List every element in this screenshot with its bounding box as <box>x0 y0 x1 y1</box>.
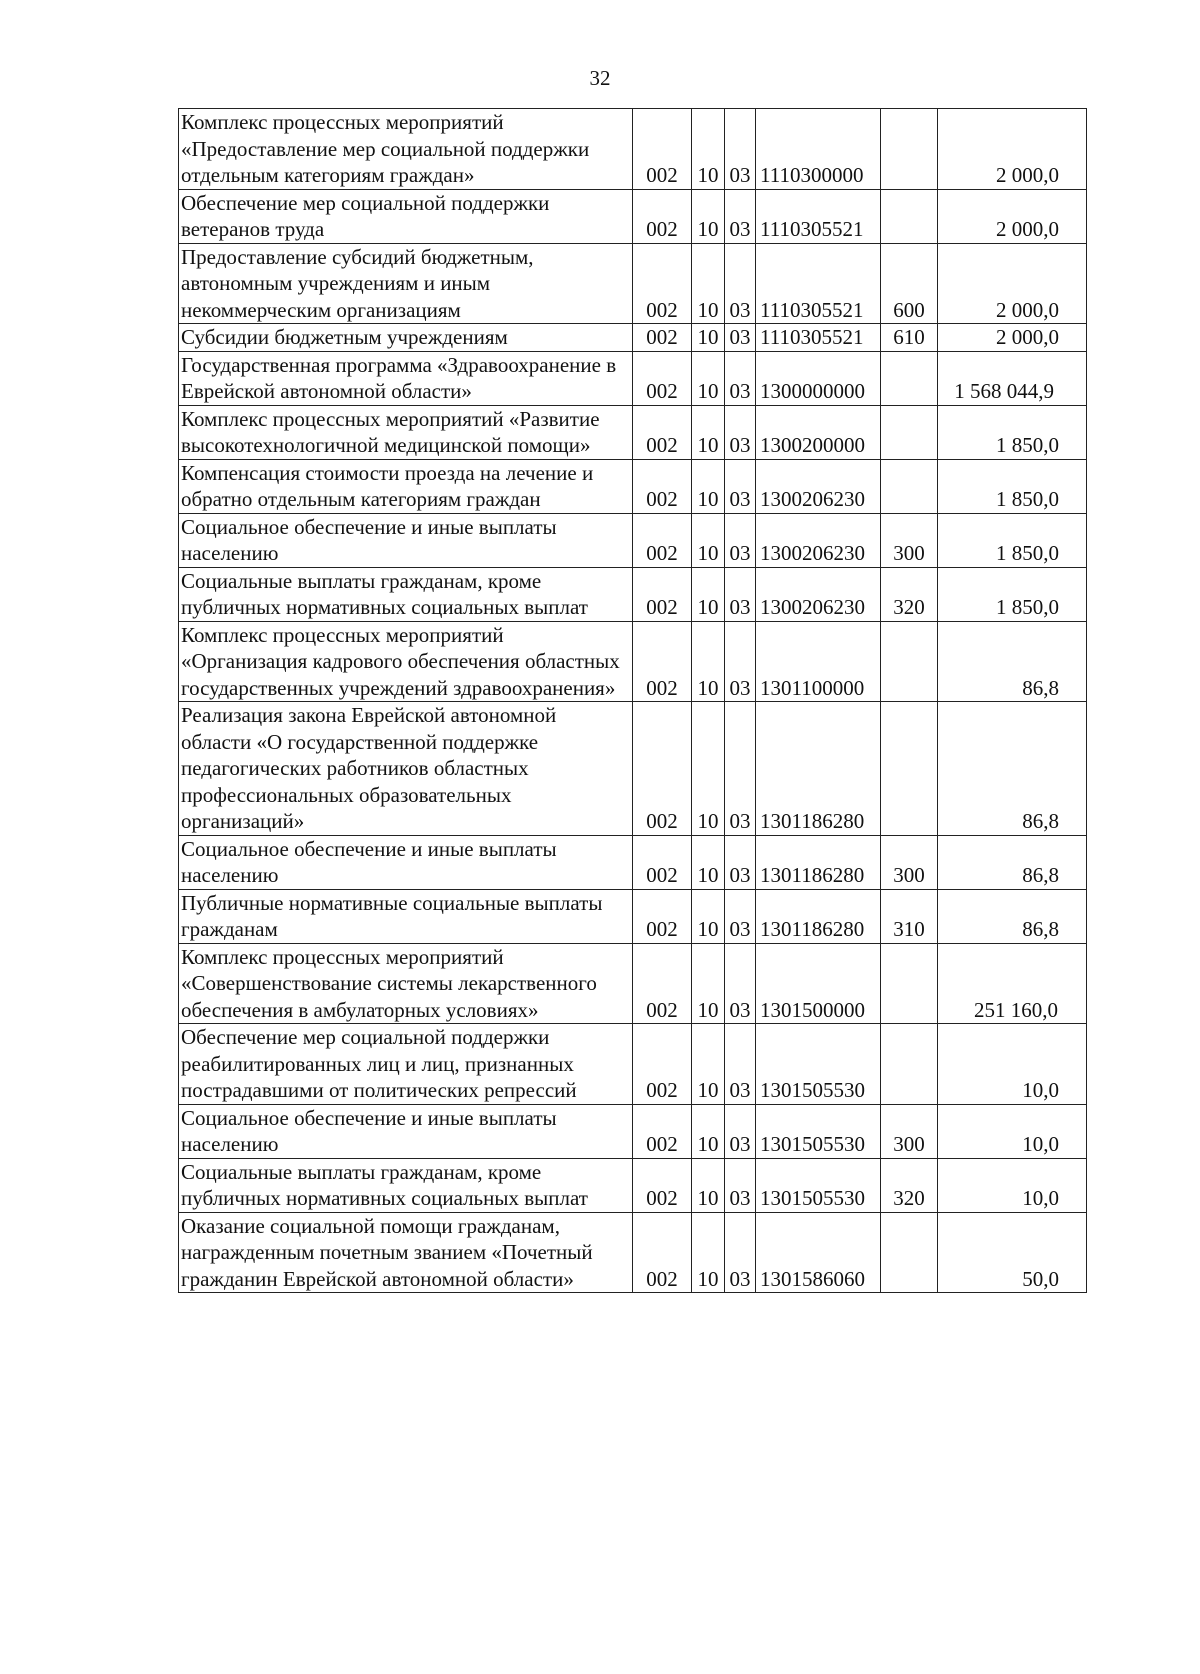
ministry-code: 002 <box>633 889 692 943</box>
table-row <box>179 1024 1087 1105</box>
amount: 2 000,0 <box>938 324 1087 352</box>
expense-type-code <box>881 405 938 459</box>
amount: 1 850,0 <box>938 459 1087 513</box>
target-article-code: 1301505530 <box>756 1024 881 1105</box>
expense-type-code <box>881 702 938 836</box>
row-name: Реализация закона Еврейской автономной области «О государственной поддержке педагогических работников областных профессиональных образовательных организаций» <box>179 702 633 836</box>
amount: 10,0 <box>938 1024 1087 1105</box>
ministry-code: 002 <box>633 351 692 405</box>
expense-type-code: 300 <box>881 835 938 889</box>
row-name: Публичные нормативные социальные выплаты гражданам <box>179 889 633 943</box>
subsection-code: 03 <box>725 109 756 190</box>
row-name: Комплекс процессных мероприятий «Организация кадрового обеспечения областных государственных учреждений здравоохранения» <box>179 621 633 702</box>
section-code: 10 <box>692 943 725 1024</box>
target-article-code: 1110305521 <box>756 189 881 243</box>
amount: 86,8 <box>938 889 1087 943</box>
target-article-code: 1300206230 <box>756 513 881 567</box>
subsection-code: 03 <box>725 324 756 352</box>
row-name: Государственная программа «Здравоохранение в Еврейской автономной области» <box>179 351 633 405</box>
amount: 251 160,0 <box>938 943 1087 1024</box>
expense-type-code <box>881 189 938 243</box>
amount: 1 850,0 <box>938 405 1087 459</box>
subsection-code: 03 <box>725 835 756 889</box>
target-article-code: 1301186280 <box>756 889 881 943</box>
section-code: 10 <box>692 109 725 190</box>
table-row <box>179 513 1087 567</box>
target-article-code: 1110300000 <box>756 109 881 190</box>
table-row <box>179 702 1087 836</box>
row-name: Предоставление субсидий бюджетным, автономным учреждениям и иным некоммерческим организациям <box>179 243 633 324</box>
target-article-code: 1301500000 <box>756 943 881 1024</box>
subsection-code: 03 <box>725 621 756 702</box>
target-article-code: 1300000000 <box>756 351 881 405</box>
expense-type-code <box>881 1212 938 1293</box>
amount: 2 000,0 <box>938 189 1087 243</box>
table-row <box>179 621 1087 702</box>
ministry-code: 002 <box>633 1104 692 1158</box>
subsection-code: 03 <box>725 243 756 324</box>
expense-type-code <box>881 109 938 190</box>
target-article-code: 1300206230 <box>756 567 881 621</box>
table-row <box>179 351 1087 405</box>
target-article-code: 1301186280 <box>756 835 881 889</box>
amount: 10,0 <box>938 1158 1087 1212</box>
ministry-code: 002 <box>633 567 692 621</box>
section-code: 10 <box>692 405 725 459</box>
expense-type-code: 320 <box>881 1158 938 1212</box>
target-article-code: 1110305521 <box>756 243 881 324</box>
section-code: 10 <box>692 621 725 702</box>
section-code: 10 <box>692 513 725 567</box>
row-name: Комплекс процессных мероприятий «Развитие высокотехнологичной медицинской помощи» <box>179 405 633 459</box>
amount: 50,0 <box>938 1212 1087 1293</box>
subsection-code: 03 <box>725 702 756 836</box>
table-row <box>179 835 1087 889</box>
table-row <box>179 1104 1087 1158</box>
ministry-code: 002 <box>633 835 692 889</box>
expense-type-code: 310 <box>881 889 938 943</box>
target-article-code: 1301186280 <box>756 702 881 836</box>
table-row <box>179 889 1087 943</box>
expense-type-code <box>881 351 938 405</box>
row-name: Социальное обеспечение и иные выплаты населению <box>179 835 633 889</box>
amount: 2 000,0 <box>938 243 1087 324</box>
row-name: Социальное обеспечение и иные выплаты населению <box>179 1104 633 1158</box>
row-name: Компенсация стоимости проезда на лечение и обратно отдельным категориям граждан <box>179 459 633 513</box>
subsection-code: 03 <box>725 1104 756 1158</box>
section-code: 10 <box>692 835 725 889</box>
row-name: Обеспечение мер социальной поддержки реабилитированных лиц и лиц, признанных пострадавшими от политических репрессий <box>179 1024 633 1105</box>
section-code: 10 <box>692 351 725 405</box>
table-body <box>179 109 1087 1293</box>
expense-type-code <box>881 459 938 513</box>
ministry-code: 002 <box>633 189 692 243</box>
table-row <box>179 405 1087 459</box>
section-code: 10 <box>692 702 725 836</box>
budget-table <box>178 108 1087 1293</box>
expense-type-code: 610 <box>881 324 938 352</box>
table-row <box>179 243 1087 324</box>
target-article-code: 1110305521 <box>756 324 881 352</box>
target-article-code: 1300206230 <box>756 459 881 513</box>
table-row <box>179 189 1087 243</box>
subsection-code: 03 <box>725 513 756 567</box>
ministry-code: 002 <box>633 1212 692 1293</box>
subsection-code: 03 <box>725 567 756 621</box>
subsection-code: 03 <box>725 1024 756 1105</box>
ministry-code: 002 <box>633 109 692 190</box>
page-number: 32 <box>589 66 611 90</box>
row-name: Субсидии бюджетным учреждениям <box>179 324 633 352</box>
target-article-code: 1300200000 <box>756 405 881 459</box>
row-name: Социальное обеспечение и иные выплаты населению <box>179 513 633 567</box>
amount: 2 000,0 <box>938 109 1087 190</box>
subsection-code: 03 <box>725 189 756 243</box>
section-code: 10 <box>692 1212 725 1293</box>
subsection-code: 03 <box>725 943 756 1024</box>
section-code: 10 <box>692 1158 725 1212</box>
section-code: 10 <box>692 459 725 513</box>
subsection-code: 03 <box>725 405 756 459</box>
ministry-code: 002 <box>633 513 692 567</box>
ministry-code: 002 <box>633 324 692 352</box>
table-row <box>179 109 1087 190</box>
amount: 10,0 <box>938 1104 1087 1158</box>
expense-type-code: 600 <box>881 243 938 324</box>
row-name: Комплекс процессных мероприятий «Совершенствование системы лекарственного обеспечения в амбулаторных условиях» <box>179 943 633 1024</box>
row-name: Социальные выплаты гражданам, кроме публичных нормативных социальных выплат <box>179 567 633 621</box>
subsection-code: 03 <box>725 351 756 405</box>
section-code: 10 <box>692 324 725 352</box>
row-name: Обеспечение мер социальной поддержки ветеранов труда <box>179 189 633 243</box>
ministry-code: 002 <box>633 702 692 836</box>
section-code: 10 <box>692 567 725 621</box>
subsection-code: 03 <box>725 459 756 513</box>
subsection-code: 03 <box>725 1212 756 1293</box>
amount: 86,8 <box>938 621 1087 702</box>
ministry-code: 002 <box>633 405 692 459</box>
table-row <box>179 324 1087 352</box>
row-name: Комплекс процессных мероприятий «Предоставление мер социальной поддержки отдельным категориям граждан» <box>179 109 633 190</box>
section-code: 10 <box>692 889 725 943</box>
table-row <box>179 1158 1087 1212</box>
row-name: Социальные выплаты гражданам, кроме публичных нормативных социальных выплат <box>179 1158 633 1212</box>
amount: 86,8 <box>938 835 1087 889</box>
amount: 1 568 044,9 <box>938 351 1087 405</box>
target-article-code: 1301100000 <box>756 621 881 702</box>
expense-type-code: 300 <box>881 1104 938 1158</box>
amount: 86,8 <box>938 702 1087 836</box>
ministry-code: 002 <box>633 943 692 1024</box>
expense-type-code <box>881 1024 938 1105</box>
row-name: Оказание социальной помощи гражданам, награжденным почетным званием «Почетный гражданин Еврейской автономной области» <box>179 1212 633 1293</box>
ministry-code: 002 <box>633 243 692 324</box>
ministry-code: 002 <box>633 621 692 702</box>
target-article-code: 1301586060 <box>756 1212 881 1293</box>
section-code: 10 <box>692 189 725 243</box>
target-article-code: 1301505530 <box>756 1104 881 1158</box>
table-row <box>179 567 1087 621</box>
table-row <box>179 1212 1087 1293</box>
expense-type-code <box>881 943 938 1024</box>
ministry-code: 002 <box>633 459 692 513</box>
expense-type-code <box>881 621 938 702</box>
table-row <box>179 943 1087 1024</box>
expense-type-code: 300 <box>881 513 938 567</box>
section-code: 10 <box>692 243 725 324</box>
expense-type-code: 320 <box>881 567 938 621</box>
amount: 1 850,0 <box>938 513 1087 567</box>
section-code: 10 <box>692 1024 725 1105</box>
subsection-code: 03 <box>725 1158 756 1212</box>
amount: 1 850,0 <box>938 567 1087 621</box>
ministry-code: 002 <box>633 1158 692 1212</box>
section-code: 10 <box>692 1104 725 1158</box>
target-article-code: 1301505530 <box>756 1158 881 1212</box>
table-row <box>179 459 1087 513</box>
subsection-code: 03 <box>725 889 756 943</box>
ministry-code: 002 <box>633 1024 692 1105</box>
